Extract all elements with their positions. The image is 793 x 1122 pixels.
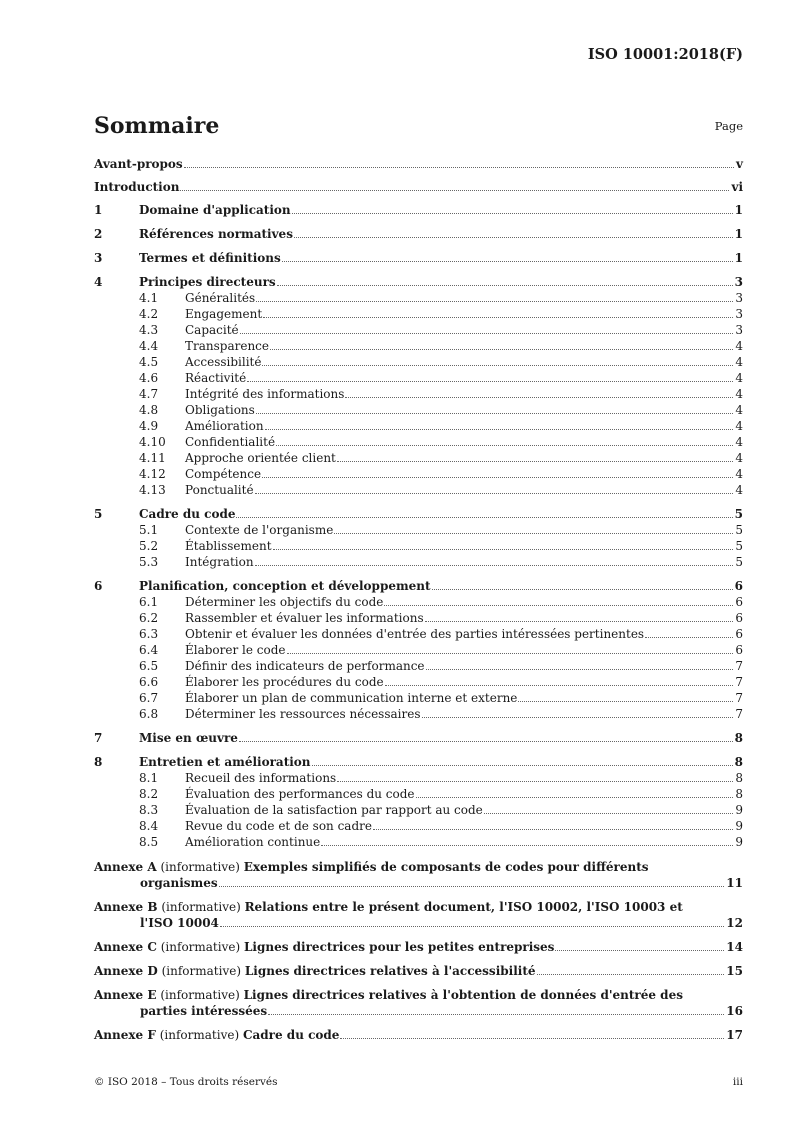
toc-entry-label: Déterminer les objectifs du code <box>185 595 384 609</box>
toc-entry-page: 4 <box>735 467 743 481</box>
leader-dots <box>537 974 725 975</box>
toc-annex-entry[interactable] <box>94 899 743 931</box>
leader-dots <box>334 533 733 534</box>
toc-section-entry[interactable] <box>94 202 743 218</box>
leader-dots <box>385 685 734 686</box>
toc-entry-page: 16 <box>726 1004 743 1018</box>
toc-entry-label: Capacité <box>185 323 239 337</box>
toc-entry-label: Accessibilité <box>185 355 262 369</box>
toc-entry-label: Élaborer un plan de communication interne et externe <box>185 691 518 705</box>
toc-entry-number: 8.1 <box>139 771 159 785</box>
toc-entry-label: Engagement <box>185 307 263 321</box>
toc-entry-page: 3 <box>735 291 743 305</box>
toc-entry-page: 1 <box>734 203 743 217</box>
leader-dots <box>220 926 724 927</box>
toc-entry-page: vi <box>731 180 743 194</box>
toc-entry-number: 3 <box>94 251 103 265</box>
leader-dots <box>255 565 734 566</box>
toc-entry-label: Avant-propos <box>94 157 183 171</box>
leader-dots <box>292 213 733 214</box>
toc-entry-number: 8.3 <box>139 803 159 817</box>
leader-dots <box>263 317 733 318</box>
leader-dots <box>373 829 733 830</box>
toc-entry-number: 4.10 <box>139 435 166 449</box>
annex-title: Relations entre le présent document, l'ISO 10002, l'ISO 10003 et <box>244 900 683 914</box>
leader-dots <box>287 653 734 654</box>
toc-entry-page: 4 <box>735 339 743 353</box>
leader-dots <box>645 637 733 638</box>
toc-entry-number: 4.3 <box>139 323 159 337</box>
toc-subsection-entry[interactable] <box>94 802 743 818</box>
toc-section-entry[interactable] <box>94 578 743 594</box>
toc-subsection-entry[interactable] <box>94 658 743 674</box>
table-of-contents <box>94 150 743 1043</box>
toc-entry-page: 7 <box>735 691 743 705</box>
annex-note: (informative) <box>160 988 240 1002</box>
toc-entry-number: 8.2 <box>139 787 159 801</box>
leader-dots <box>425 621 734 622</box>
leader-dots <box>277 285 733 286</box>
toc-entry-label: Approche orientée client <box>185 451 336 465</box>
toc-entry-number: 6.5 <box>139 659 159 673</box>
toc-entry-label: Définir des indicateurs de performance <box>185 659 425 673</box>
document-id: ISO 10001:2018(F) <box>587 46 743 63</box>
toc-entry-page: 3 <box>734 275 743 289</box>
leader-dots <box>219 886 725 887</box>
annex-title-continued: parties intéressées <box>140 1004 268 1018</box>
annex-note: (informative) <box>160 940 241 954</box>
leader-dots <box>180 190 729 191</box>
toc-entry-label: Rassembler et évaluer les informations <box>185 611 424 625</box>
toc-entry-label: Élaborer le code <box>185 643 286 657</box>
leader-dots <box>484 813 734 814</box>
annex-title: Lignes directrices relatives à l'accessibilité <box>244 964 536 978</box>
toc-subsection-entry[interactable] <box>94 306 743 322</box>
annex-note: (informative) <box>161 964 242 978</box>
toc-entry-number: 6.3 <box>139 627 159 641</box>
toc-subsection-entry[interactable] <box>94 674 743 690</box>
leader-dots <box>239 741 733 742</box>
toc-section-entry[interactable] <box>94 250 743 266</box>
toc-subsection-entry[interactable] <box>94 554 743 570</box>
leader-dots <box>312 765 733 766</box>
toc-subsection-entry[interactable] <box>94 834 743 850</box>
toc-entry-page: 4 <box>735 387 743 401</box>
toc-entry-page: 15 <box>726 964 743 978</box>
toc-entry-label: Évaluation des performances du code <box>185 787 415 801</box>
toc-entry-page: 8 <box>735 771 743 785</box>
toc-entry-label: Introduction <box>94 180 180 194</box>
toc-entry-page: 7 <box>735 707 743 721</box>
toc-entry-page: 7 <box>735 659 743 673</box>
toc-subsection-entry[interactable] <box>94 418 743 434</box>
toc-subsection-entry[interactable] <box>94 290 743 306</box>
toc-entry-label: Évaluation de la satisfaction par rapport au code <box>185 803 483 817</box>
annex-label: Annexe E <box>94 988 157 1002</box>
toc-entry-page: 6 <box>735 643 743 657</box>
toc-entry-number: 1 <box>94 203 103 217</box>
toc-entry-page: 6 <box>734 579 743 593</box>
toc-entry-page: 4 <box>735 355 743 369</box>
toc-subsection-entry[interactable] <box>94 538 743 554</box>
toc-entry-number: 4.6 <box>139 371 159 385</box>
toc-subsection-entry[interactable] <box>94 522 743 538</box>
toc-entry-page: 14 <box>726 940 743 954</box>
toc-entry-page: 1 <box>734 251 743 265</box>
toc-entry-page: 5 <box>734 507 743 521</box>
toc-subsection-entry[interactable] <box>94 386 743 402</box>
toc-entry-label: Obligations <box>185 403 255 417</box>
toc-entry-page: 6 <box>735 627 743 641</box>
toc-entry-page: 17 <box>726 1028 743 1042</box>
leader-dots <box>247 381 733 382</box>
toc-entry-number: 4.1 <box>139 291 159 305</box>
toc-entry-page: 3 <box>735 323 743 337</box>
toc-entry-label: Contexte de l'organisme <box>185 523 334 537</box>
leader-dots <box>276 445 733 446</box>
toc-entry-label: Domaine d'application <box>139 203 291 217</box>
toc-entry-number: 4.12 <box>139 467 166 481</box>
toc-entry-number: 4.4 <box>139 339 159 353</box>
annex-title: Exemples simplifiés de composants de codes pour différents <box>243 860 649 874</box>
toc-subsection-entry[interactable] <box>94 434 743 450</box>
toc-entry-number: 5.1 <box>139 523 159 537</box>
toc-annex-entry[interactable] <box>94 987 743 1019</box>
toc-entry-number: 5 <box>94 507 103 521</box>
toc-entry-number: 4.5 <box>139 355 159 369</box>
annex-title: Cadre du code <box>242 1028 340 1042</box>
toc-subsection-entry[interactable] <box>94 642 743 658</box>
leader-dots <box>256 413 734 414</box>
toc-section-entry[interactable] <box>94 226 743 242</box>
leader-dots <box>555 950 724 951</box>
leader-dots <box>416 797 734 798</box>
toc-entry-label: Réactivité <box>185 371 247 385</box>
toc-entry-label: Établissement <box>185 539 272 553</box>
annex-label: Annexe A <box>94 860 157 874</box>
toc-entry-label: Élaborer les procédures du code <box>185 675 384 689</box>
toc-annex-entry[interactable] <box>94 963 743 979</box>
toc-entry-page: 4 <box>735 435 743 449</box>
toc-entry-number: 8.4 <box>139 819 159 833</box>
leader-dots <box>268 1014 724 1015</box>
toc-entry-page: 5 <box>735 539 743 553</box>
toc-entry-page: 12 <box>726 916 743 930</box>
toc-subsection-entry[interactable] <box>94 626 743 642</box>
annex-label: Annexe C <box>94 940 157 954</box>
annex-note: (informative) <box>160 860 240 874</box>
toc-subsection-entry[interactable] <box>94 770 743 786</box>
leader-dots <box>282 261 733 262</box>
page-title: Sommaire <box>94 113 220 139</box>
leader-dots <box>340 1038 724 1039</box>
toc-subsection-entry[interactable] <box>94 818 743 834</box>
toc-entry-page: 6 <box>735 611 743 625</box>
toc-entry-page: 4 <box>735 403 743 417</box>
toc-entry-label: Intégration <box>185 555 254 569</box>
toc-entry-label: Références normatives <box>139 227 293 241</box>
toc-entry-number: 4.9 <box>139 419 159 433</box>
annex-note: (informative) <box>161 900 241 914</box>
toc-entry-page: 8 <box>735 787 743 801</box>
annex-label: Annexe D <box>94 964 158 978</box>
toc-entry-page: 4 <box>735 483 743 497</box>
leader-dots <box>236 517 732 518</box>
toc-section-entry[interactable] <box>94 754 743 770</box>
toc-entry-number: 6.6 <box>139 675 159 689</box>
toc-entry-label: Obtenir et évaluer les données d'entrée des parties intéressées pertinentes <box>185 627 645 641</box>
leader-dots <box>294 237 733 238</box>
leader-dots <box>256 301 733 302</box>
annex-title-continued: l'ISO 10004 <box>140 916 219 930</box>
toc-entry-label: Termes et définitions <box>139 251 281 265</box>
leader-dots <box>518 701 733 702</box>
toc-entry-label: Entretien et amélioration <box>139 755 311 769</box>
toc-entry-label: Mise en œuvre <box>139 731 238 745</box>
toc-subsection-entry[interactable] <box>94 786 743 802</box>
leader-dots <box>321 845 733 846</box>
toc-entry-page: 8 <box>734 731 743 745</box>
toc-entry-page: 7 <box>735 675 743 689</box>
toc-subsection-entry[interactable] <box>94 354 743 370</box>
leader-dots <box>432 589 733 590</box>
annex-label: Annexe B <box>94 900 158 914</box>
leader-dots <box>184 167 734 168</box>
toc-entry-number: 6.8 <box>139 707 159 721</box>
toc-entry-page: 5 <box>735 555 743 569</box>
toc-entry-label: Principes directeurs <box>139 275 276 289</box>
toc-subsection-entry[interactable] <box>94 610 743 626</box>
toc-entry-page: 4 <box>735 371 743 385</box>
leader-dots <box>262 477 733 478</box>
toc-entry-page: 1 <box>734 227 743 241</box>
toc-subsection-entry[interactable] <box>94 370 743 386</box>
leader-dots <box>426 669 734 670</box>
toc-entry-number: 2 <box>94 227 103 241</box>
toc-subsection-entry[interactable] <box>94 466 743 482</box>
toc-section-entry[interactable] <box>94 506 743 522</box>
toc-entry-page: 11 <box>726 876 743 890</box>
toc-subsection-entry[interactable] <box>94 706 743 722</box>
toc-entry-page: 3 <box>735 307 743 321</box>
toc-entry-page: 9 <box>735 835 743 849</box>
toc-entry-number: 4.11 <box>139 451 166 465</box>
page-column-label: Page <box>714 119 743 133</box>
toc-entry-page: 5 <box>735 523 743 537</box>
toc-entry-label: Compétence <box>185 467 262 481</box>
toc-entry-number: 5.3 <box>139 555 159 569</box>
toc-entry-label: Amélioration continue <box>185 835 321 849</box>
toc-subsection-entry[interactable] <box>94 450 743 466</box>
toc-entry-page: 6 <box>735 595 743 609</box>
leader-dots <box>265 429 734 430</box>
annex-note: (informative) <box>159 1028 240 1042</box>
toc-entry-number: 6 <box>94 579 103 593</box>
leader-dots <box>270 349 733 350</box>
toc-front-entry[interactable] <box>94 156 743 172</box>
toc-entry-number: 5.2 <box>139 539 159 553</box>
toc-entry-label: Déterminer les ressources nécessaires <box>185 707 421 721</box>
toc-subsection-entry[interactable] <box>94 690 743 706</box>
copyright-notice: © ISO 2018 – Tous droits réservés <box>94 1076 278 1088</box>
toc-entry-page: 4 <box>735 451 743 465</box>
toc-entry-page: v <box>736 157 743 171</box>
toc-entry-label: Intégrité des informations <box>185 387 345 401</box>
toc-entry-label: Confidentialité <box>185 435 276 449</box>
leader-dots <box>345 397 733 398</box>
toc-entry-label: Amélioration <box>185 419 264 433</box>
toc-entry-number: 4 <box>94 275 103 289</box>
toc-entry-number: 4.13 <box>139 483 166 497</box>
toc-entry-number: 4.7 <box>139 387 159 401</box>
leader-dots <box>337 781 733 782</box>
toc-entry-number: 8 <box>94 755 103 769</box>
toc-entry-label: Ponctualité <box>185 483 254 497</box>
toc-entry-number: 6.2 <box>139 611 159 625</box>
leader-dots <box>273 549 734 550</box>
toc-front-entry[interactable] <box>94 179 743 195</box>
toc-entry-label: Généralités <box>185 291 256 305</box>
page-number: iii <box>732 1076 743 1088</box>
toc-entry-number: 4.2 <box>139 307 159 321</box>
toc-annex-entry[interactable] <box>94 859 743 891</box>
leader-dots <box>255 493 734 494</box>
toc-entry-page: 4 <box>735 419 743 433</box>
toc-entry-label: Transparence <box>185 339 270 353</box>
leader-dots <box>422 717 734 718</box>
leader-dots <box>262 365 733 366</box>
annex-label: Annexe F <box>94 1028 156 1042</box>
toc-entry-label: Revue du code et de son cadre <box>185 819 372 833</box>
toc-entry-label: Cadre du code <box>139 507 236 521</box>
toc-entry-number: 6.4 <box>139 643 159 657</box>
annex-title: Lignes directrices relatives à l'obtention de données d'entrée des <box>243 988 683 1002</box>
toc-section-entry[interactable] <box>94 274 743 290</box>
leader-dots <box>384 605 733 606</box>
toc-entry-page: 8 <box>734 755 743 769</box>
annex-title-continued: organismes <box>140 876 218 890</box>
toc-subsection-entry[interactable] <box>94 322 743 338</box>
toc-entry-page: 9 <box>735 819 743 833</box>
annex-title: Lignes directrices pour les petites entreprises <box>243 940 555 954</box>
toc-subsection-entry[interactable] <box>94 594 743 610</box>
toc-subsection-entry[interactable] <box>94 482 743 498</box>
toc-entry-label: Recueil des informations <box>185 771 337 785</box>
toc-section-entry[interactable] <box>94 730 743 746</box>
toc-entry-page: 9 <box>735 803 743 817</box>
toc-entry-number: 6.1 <box>139 595 159 609</box>
leader-dots <box>240 333 734 334</box>
toc-subsection-entry[interactable] <box>94 338 743 354</box>
toc-entry-number: 8.5 <box>139 835 159 849</box>
toc-annex-entry[interactable] <box>94 939 743 955</box>
toc-entry-number: 4.8 <box>139 403 159 417</box>
toc-entry-number: 7 <box>94 731 103 745</box>
toc-subsection-entry[interactable] <box>94 402 743 418</box>
leader-dots <box>337 461 733 462</box>
toc-entry-label: Planification, conception et développement <box>139 579 431 593</box>
toc-annex-entry[interactable] <box>94 1027 743 1043</box>
toc-entry-number: 6.7 <box>139 691 159 705</box>
